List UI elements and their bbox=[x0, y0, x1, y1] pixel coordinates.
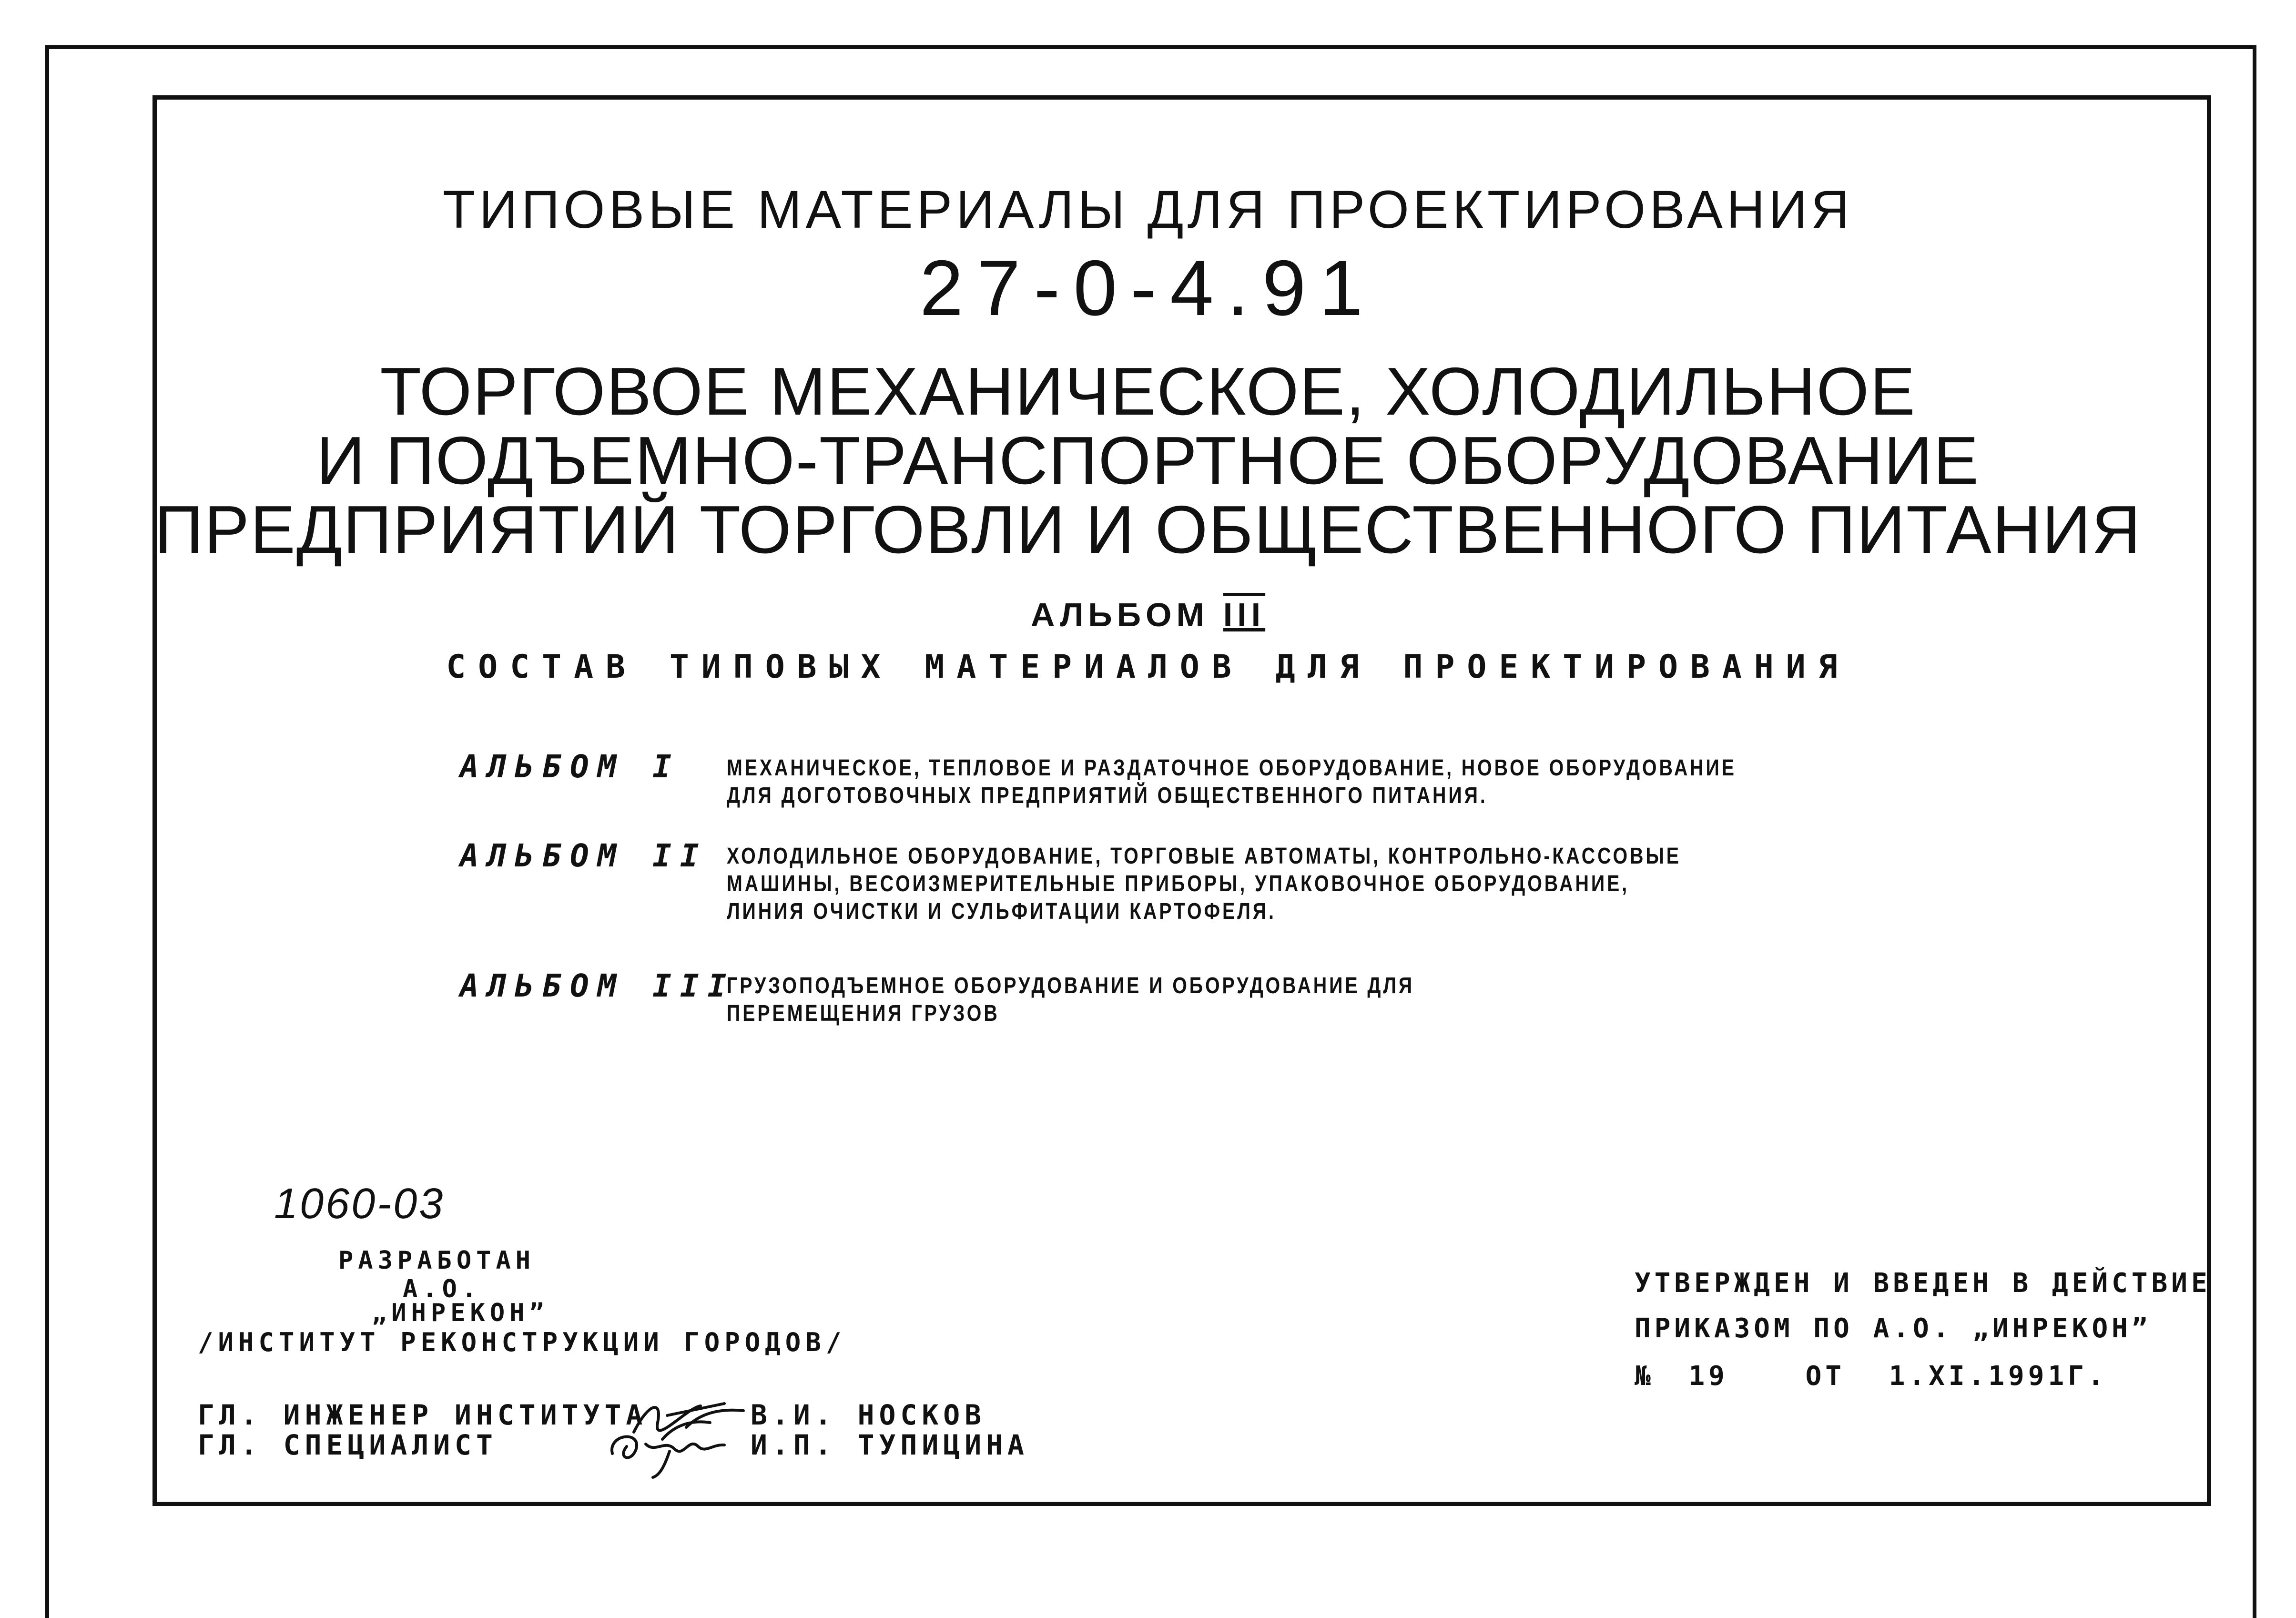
contents-item-label-album-2: АЛЬБОМ II bbox=[460, 837, 708, 874]
series-title: ТИПОВЫЕ МАТЕРИАЛЫ ДЛЯ ПРОЕКТИРОВАНИЯ bbox=[442, 180, 1854, 239]
document-code: 1060-03 bbox=[274, 1180, 445, 1228]
contents-item-line: МЕХАНИЧЕСКОЕ, ТЕПЛОВОЕ И РАЗДАТОЧНОЕ ОБОРУДОВАНИЕ, НОВОЕ ОБОРУДОВАНИЕ bbox=[727, 755, 1737, 781]
approval-line-2: ПРИКАЗОМ ПО А.О. „ИНРЕКОН” bbox=[1635, 1313, 2152, 1344]
album-label-text: АЛЬБОМ bbox=[1030, 596, 1209, 633]
signatory-name-1: В.И. НОСКОВ bbox=[751, 1399, 986, 1431]
order-number-label: № bbox=[1635, 1361, 1655, 1392]
series-number: 27-0-4.91 bbox=[919, 244, 1377, 332]
contents-item-desc-album-2 bbox=[727, 843, 1681, 926]
signatory-role-2: ГЛ. СПЕЦИАЛИСТ bbox=[198, 1429, 498, 1461]
developer-line-1: РАЗРАБОТАН bbox=[338, 1246, 536, 1275]
approval-line-3 bbox=[1635, 1361, 2108, 1392]
contents-item-line: ДЛЯ ДОГОТОВОЧНЫХ ПРЕДПРИЯТИЙ ОБЩЕСТВЕННОГО ПИТАНИЯ. bbox=[727, 783, 1488, 808]
contents-item-line: ХОЛОДИЛЬНОЕ ОБОРУДОВАНИЕ, ТОРГОВЫЕ АВТОМАТЫ, КОНТРОЛЬНО-КАССОВЫЕ bbox=[727, 844, 1681, 869]
contents-item-line: ГРУЗОПОДЪЕМНОЕ ОБОРУДОВАНИЕ И ОБОРУДОВАНИЕ ДЛЯ bbox=[727, 973, 1415, 998]
contents-heading: СОСТАВ ТИПОВЫХ МАТЕРИАЛОВ ДЛЯ ПРОЕКТИРОВАНИЯ bbox=[446, 648, 1850, 686]
developer-line-2: А.О. bbox=[403, 1275, 482, 1303]
contents-item-desc-album-1 bbox=[727, 754, 1737, 810]
album-number: III bbox=[1223, 596, 1266, 633]
developer-line-3: „ИНРЕКОН” bbox=[372, 1299, 549, 1327]
contents-item-line: ПЕРЕМЕЩЕНИЯ ГРУЗОВ bbox=[727, 1001, 1000, 1026]
developer-line-4: /ИНСТИТУТ РЕКОНСТРУКЦИИ ГОРОДОВ/ bbox=[198, 1327, 846, 1357]
main-title-line-3: ПРЕДПРИЯТИЙ ТОРГОВЛИ И ОБЩЕСТВЕННОГО ПИТАНИЯ bbox=[154, 492, 2142, 568]
contents-item-label-album-3: АЛЬБОМ III bbox=[460, 967, 735, 1004]
signatory-name-2: И.П. ТУПИЦИНА bbox=[751, 1429, 1029, 1461]
approval-line-1: УТВЕРЖДЕН И ВВЕДЕН В ДЕЙСТВИЕ bbox=[1635, 1268, 2211, 1299]
contents-item-line: ЛИНИЯ ОЧИСТКИ И СУЛЬФИТАЦИИ КАРТОФЕЛЯ. bbox=[727, 899, 1276, 924]
main-title-line-2: И ПОДЪЕМНО-ТРАНСПОРТНОЕ ОБОРУДОВАНИЕ bbox=[316, 423, 1980, 499]
contents-item-line: МАШИНЫ, ВЕСОИЗМЕРИТЕЛЬНЫЕ ПРИБОРЫ, УПАКОВОЧНОЕ ОБОРУДОВАНИЕ, bbox=[727, 871, 1630, 896]
album-label bbox=[0, 596, 2296, 634]
order-number: 19 bbox=[1688, 1361, 1728, 1392]
contents-item-desc-album-3 bbox=[727, 972, 1414, 1028]
signature-tupitsina bbox=[603, 1425, 731, 1482]
order-date: 1.XI.1991Г. bbox=[1889, 1361, 2108, 1392]
contents-item-label-album-1: АЛЬБОМ I bbox=[460, 748, 680, 785]
signatory-role-1: ГЛ. ИНЖЕНЕР ИНСТИТУТА bbox=[198, 1399, 648, 1431]
main-title-line-1: ТОРГОВОЕ МЕХАНИЧЕСКОЕ, ХОЛОДИЛЬНОЕ bbox=[380, 354, 1916, 429]
order-date-label: ОТ bbox=[1805, 1361, 1846, 1392]
